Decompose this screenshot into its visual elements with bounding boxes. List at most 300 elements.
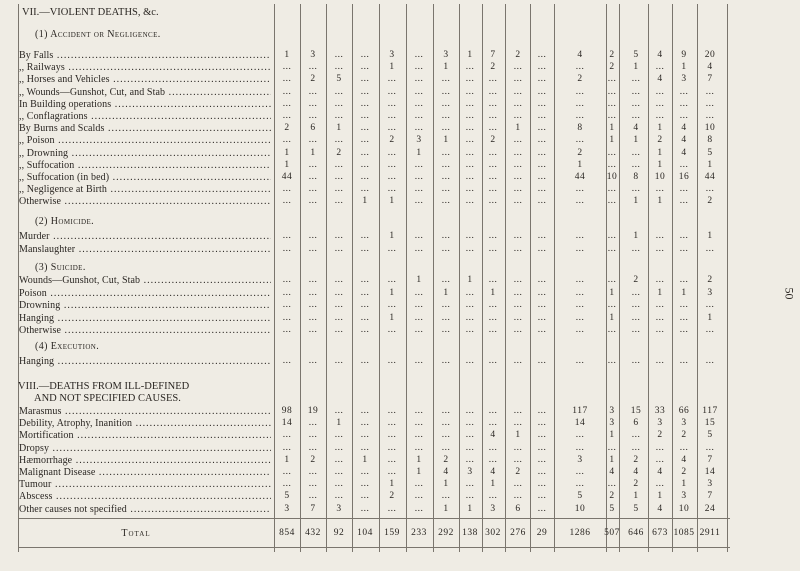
- row-cell: 1: [443, 503, 449, 514]
- row-cell: ...: [465, 418, 475, 429]
- row-cell: 1: [490, 479, 496, 490]
- ill-defined-row: [0, 430, 800, 441]
- row-label: Poison .....: [19, 288, 271, 299]
- row-cell: ...: [655, 111, 665, 121]
- row-cell: ...: [387, 147, 397, 158]
- row-cell: ...: [308, 325, 318, 336]
- row-label: ,, Conflagrations .....: [19, 111, 271, 122]
- row-cell: ...: [679, 98, 689, 109]
- row-cell: ...: [679, 312, 689, 323]
- row-cell: ...: [537, 243, 547, 254]
- row-cell: 1: [681, 62, 687, 73]
- row-cell: ...: [360, 418, 370, 429]
- row-cell: 117: [702, 406, 718, 416]
- row-cell: ...: [513, 454, 523, 465]
- row-cell: 507: [604, 528, 620, 538]
- row-label: By Burns and Scalds .....: [19, 123, 271, 134]
- row-cell: ...: [360, 123, 370, 134]
- row-cell: ...: [607, 74, 617, 85]
- row-cell: ...: [441, 74, 451, 85]
- row-cell: ...: [441, 111, 451, 121]
- row-cell: ...: [282, 300, 292, 311]
- row-cell: ...: [488, 454, 498, 465]
- row-cell: ...: [465, 111, 475, 121]
- row-cell: ...: [360, 159, 370, 170]
- row-cell: ...: [513, 300, 523, 311]
- row-cell: 1: [416, 467, 422, 477]
- row-cell: ...: [441, 98, 451, 109]
- row-cell: 2: [707, 275, 713, 285]
- row-cell: ...: [488, 442, 498, 453]
- row-cell: 2: [609, 62, 615, 73]
- row-cell: ...: [414, 50, 424, 60]
- row-label: ,, Poison .....: [19, 135, 271, 146]
- row-cell: ...: [488, 74, 498, 85]
- row-cell: 159: [384, 528, 400, 538]
- homicide-heading-text: (2) Homicide.: [35, 216, 95, 227]
- row-cell: ...: [679, 442, 689, 453]
- row-cell: ...: [513, 287, 523, 298]
- row-cell: ...: [441, 123, 451, 134]
- row-cell: ...: [414, 356, 424, 366]
- row-cell: ...: [537, 74, 547, 85]
- row-cell: ...: [282, 86, 292, 97]
- row-cell: 20: [704, 50, 716, 60]
- row-cell: ...: [575, 287, 585, 298]
- row-cell: ...: [488, 159, 498, 170]
- row-cell: ...: [308, 243, 318, 254]
- row-cell: 10: [606, 172, 618, 182]
- row-cell: ...: [282, 135, 292, 146]
- row-cell: ...: [575, 325, 585, 336]
- row-cell: ...: [441, 172, 451, 182]
- row-cell: 66: [678, 406, 690, 416]
- row-cell: ...: [513, 243, 523, 254]
- row-cell: ...: [282, 243, 292, 254]
- row-cell: 33: [654, 406, 666, 416]
- row-cell: ...: [607, 159, 617, 170]
- accident-row: [0, 99, 800, 110]
- row-cell: ...: [513, 491, 523, 502]
- row-cell: 1: [609, 135, 615, 146]
- row-cell: ...: [631, 300, 641, 311]
- row-cell: 44: [704, 172, 716, 182]
- row-cell: ...: [360, 243, 370, 254]
- row-cell: ...: [360, 231, 370, 241]
- row-cell: ...: [360, 98, 370, 109]
- row-cell: ...: [488, 184, 498, 195]
- row-cell: ...: [360, 442, 370, 453]
- row-cell: 3: [310, 50, 316, 60]
- row-cell: ...: [414, 503, 424, 514]
- row-cell: ...: [575, 300, 585, 311]
- row-cell: ...: [465, 74, 475, 85]
- row-cell: 3: [336, 503, 342, 514]
- row-cell: ...: [488, 123, 498, 134]
- row-cell: ...: [465, 442, 475, 453]
- accident-row: [0, 74, 800, 85]
- row-cell: ...: [575, 275, 585, 285]
- row-label: In Building operations .....: [19, 99, 271, 110]
- row-cell: ...: [387, 418, 397, 429]
- row-cell: ...: [414, 300, 424, 311]
- row-cell: ...: [441, 356, 451, 366]
- row-cell: ...: [631, 98, 641, 109]
- row-cell: ...: [441, 300, 451, 311]
- row-cell: ...: [387, 243, 397, 254]
- row-cell: ...: [441, 196, 451, 207]
- row-cell: 98: [281, 406, 293, 416]
- row-cell: ...: [607, 98, 617, 109]
- row-cell: 292: [438, 528, 454, 538]
- row-cell: ...: [513, 62, 523, 73]
- row-cell: ...: [465, 231, 475, 241]
- row-cell: 44: [281, 172, 293, 182]
- row-cell: 4: [657, 467, 663, 477]
- row-cell: ...: [537, 86, 547, 97]
- row-cell: ...: [513, 442, 523, 453]
- accident-row: [0, 160, 800, 171]
- row-cell: ...: [465, 287, 475, 298]
- row-cell: 3: [389, 50, 395, 60]
- execution-row: [0, 356, 800, 367]
- row-cell: ...: [360, 312, 370, 323]
- row-cell: ...: [488, 356, 498, 366]
- row-cell: 2: [707, 196, 713, 207]
- row-label: Drowning .....: [19, 300, 271, 311]
- row-cell: 2: [515, 50, 521, 60]
- row-cell: 1: [389, 62, 395, 73]
- row-cell: ...: [441, 231, 451, 241]
- row-cell: 2911: [699, 528, 721, 538]
- row-cell: 4: [681, 123, 687, 134]
- row-cell: ...: [655, 275, 665, 285]
- row-cell: ...: [441, 184, 451, 195]
- row-cell: 5: [707, 147, 713, 158]
- row-cell: ...: [414, 491, 424, 502]
- row-cell: ...: [488, 418, 498, 429]
- row-cell: ...: [360, 111, 370, 121]
- row-cell: ...: [537, 467, 547, 477]
- row-cell: 1: [416, 147, 422, 158]
- row-cell: ...: [575, 111, 585, 121]
- row-cell: 1: [609, 123, 615, 134]
- row-cell: ...: [441, 491, 451, 502]
- suicide-row: [0, 275, 800, 286]
- row-cell: 3: [467, 467, 473, 477]
- row-cell: ...: [679, 159, 689, 170]
- row-cell: ...: [414, 442, 424, 453]
- row-label: Manslaughter .....: [19, 244, 271, 255]
- row-cell: 117: [572, 406, 588, 416]
- row-cell: ...: [488, 491, 498, 502]
- row-cell: ...: [308, 86, 318, 97]
- row-cell: ...: [414, 184, 424, 195]
- row-cell: 5: [577, 491, 583, 502]
- row-cell: ...: [537, 312, 547, 323]
- row-cell: ...: [465, 243, 475, 254]
- row-cell: ...: [537, 111, 547, 121]
- row-cell: 1: [609, 454, 615, 465]
- row-cell: ...: [655, 62, 665, 73]
- row-cell: ...: [360, 356, 370, 366]
- row-cell: ...: [607, 325, 617, 336]
- row-cell: 1: [633, 231, 639, 241]
- row-cell: ...: [513, 135, 523, 146]
- accident-row: [0, 62, 800, 73]
- row-label: Mortification .....: [19, 430, 271, 441]
- row-cell: 4: [657, 74, 663, 85]
- row-cell: 3: [707, 287, 713, 298]
- row-cell: ...: [655, 356, 665, 366]
- row-cell: ...: [308, 135, 318, 146]
- row-cell: 10: [678, 503, 690, 514]
- total-row: [0, 528, 800, 539]
- row-cell: ...: [631, 86, 641, 97]
- row-cell: ...: [465, 135, 475, 146]
- row-cell: ...: [705, 442, 715, 453]
- row-cell: ...: [414, 430, 424, 441]
- row-cell: 1: [577, 159, 583, 170]
- row-cell: ...: [655, 184, 665, 195]
- row-cell: ...: [334, 325, 344, 336]
- row-cell: ...: [308, 98, 318, 109]
- row-cell: 1: [336, 123, 342, 134]
- row-cell: ...: [705, 111, 715, 121]
- row-cell: ...: [537, 147, 547, 158]
- row-cell: ...: [414, 325, 424, 336]
- row-label: Marasmus .....: [19, 406, 271, 417]
- row-cell: 646: [628, 528, 644, 538]
- row-cell: ...: [513, 312, 523, 323]
- row-cell: 10: [654, 172, 666, 182]
- row-cell: ...: [308, 430, 318, 441]
- row-cell: 14: [704, 467, 716, 477]
- row-cell: 233: [411, 528, 427, 538]
- row-cell: 2: [577, 147, 583, 158]
- row-cell: ...: [631, 74, 641, 85]
- row-cell: 5: [707, 430, 713, 441]
- row-cell: ...: [282, 430, 292, 441]
- row-cell: ...: [537, 231, 547, 241]
- row-cell: ...: [441, 442, 451, 453]
- row-cell: ...: [334, 86, 344, 97]
- row-label: Tumour .....: [19, 479, 271, 490]
- row-cell: ...: [387, 159, 397, 170]
- row-cell: ...: [513, 418, 523, 429]
- row-cell: 4: [490, 467, 496, 477]
- row-cell: 4: [681, 147, 687, 158]
- row-cell: ...: [465, 491, 475, 502]
- row-cell: ...: [282, 479, 292, 490]
- row-cell: 1: [657, 491, 663, 502]
- row-cell: ...: [607, 147, 617, 158]
- row-cell: ...: [655, 325, 665, 336]
- row-cell: ...: [537, 98, 547, 109]
- accident-heading-text: (1) Accident or Negligence.: [35, 29, 161, 40]
- row-cell: 3: [490, 503, 496, 514]
- row-cell: ...: [414, 196, 424, 207]
- row-cell: ...: [705, 243, 715, 254]
- row-cell: ...: [465, 479, 475, 490]
- row-cell: 4: [633, 467, 639, 477]
- row-cell: 1: [389, 479, 395, 490]
- row-label: ,, Suffocation (in bed) .....: [19, 172, 271, 183]
- row-cell: ...: [679, 243, 689, 254]
- row-cell: ...: [513, 74, 523, 85]
- row-cell: ...: [607, 356, 617, 366]
- row-cell: ...: [513, 159, 523, 170]
- row-cell: ...: [360, 62, 370, 73]
- row-cell: ...: [334, 312, 344, 323]
- row-cell: 1: [633, 196, 639, 207]
- row-cell: ...: [513, 172, 523, 182]
- row-cell: ...: [679, 231, 689, 241]
- row-cell: ...: [360, 503, 370, 514]
- row-cell: ...: [308, 111, 318, 121]
- row-cell: 104: [357, 528, 373, 538]
- accident-row: [0, 196, 800, 207]
- row-cell: ...: [631, 287, 641, 298]
- row-cell: ...: [537, 491, 547, 502]
- row-cell: 8: [577, 123, 583, 134]
- row-cell: ...: [387, 98, 397, 109]
- row-cell: ...: [308, 159, 318, 170]
- row-cell: 24: [704, 503, 716, 514]
- row-label: Hæmorrhage .....: [19, 455, 271, 466]
- accident-row: [0, 123, 800, 134]
- row-cell: ...: [282, 325, 292, 336]
- row-cell: 4: [490, 430, 496, 441]
- row-cell: 1: [515, 430, 521, 441]
- row-cell: ...: [513, 147, 523, 158]
- row-cell: ...: [308, 231, 318, 241]
- row-cell: ...: [308, 184, 318, 195]
- row-cell: ...: [282, 62, 292, 73]
- ill-defined-row: [0, 406, 800, 417]
- row-cell: ...: [679, 275, 689, 285]
- row-cell: ...: [441, 418, 451, 429]
- row-cell: ...: [360, 86, 370, 97]
- row-label: Malignant Disease .....: [19, 467, 271, 478]
- row-cell: ...: [488, 111, 498, 121]
- row-cell: ...: [537, 300, 547, 311]
- accident-row: [0, 87, 800, 98]
- row-cell: 6: [633, 418, 639, 429]
- row-cell: ...: [441, 243, 451, 254]
- row-cell: 2: [609, 491, 615, 502]
- row-cell: 673: [652, 528, 668, 538]
- row-cell: 1: [284, 454, 290, 465]
- row-cell: 1: [389, 287, 395, 298]
- row-cell: 1: [416, 454, 422, 465]
- row-label: ,, Drowning .....: [19, 148, 271, 159]
- row-label: Abscess .....: [19, 491, 271, 502]
- row-label: ,, Negligence at Birth .....: [19, 184, 271, 195]
- row-cell: ...: [334, 406, 344, 416]
- row-cell: ...: [334, 275, 344, 285]
- ill-defined-row: [0, 418, 800, 429]
- row-cell: ...: [465, 147, 475, 158]
- row-cell: 1: [657, 287, 663, 298]
- row-cell: ...: [387, 275, 397, 285]
- row-cell: ...: [414, 159, 424, 170]
- row-cell: 6: [310, 123, 316, 134]
- suicide-row: [0, 288, 800, 299]
- row-cell: ...: [705, 98, 715, 109]
- row-cell: 8: [707, 135, 713, 146]
- row-cell: ...: [488, 196, 498, 207]
- row-cell: ...: [575, 479, 585, 490]
- row-cell: 1: [657, 159, 663, 170]
- row-cell: ...: [488, 300, 498, 311]
- row-cell: ...: [465, 325, 475, 336]
- row-cell: ...: [537, 159, 547, 170]
- row-cell: 2: [284, 123, 290, 134]
- row-cell: ...: [334, 491, 344, 502]
- row-cell: ...: [488, 172, 498, 182]
- row-cell: 1: [657, 196, 663, 207]
- row-cell: ...: [282, 442, 292, 453]
- row-cell: ...: [441, 147, 451, 158]
- row-cell: ...: [537, 479, 547, 490]
- row-cell: ...: [334, 172, 344, 182]
- row-cell: ...: [441, 430, 451, 441]
- row-cell: ...: [575, 135, 585, 146]
- row-cell: 1: [362, 454, 368, 465]
- row-cell: ...: [537, 503, 547, 514]
- row-cell: 2: [633, 275, 639, 285]
- page-number: 50: [782, 287, 797, 300]
- row-cell: ...: [282, 356, 292, 366]
- row-cell: ...: [414, 86, 424, 97]
- row-cell: 1: [609, 312, 615, 323]
- row-cell: ...: [513, 98, 523, 109]
- row-cell: 1: [443, 135, 449, 146]
- row-cell: 4: [577, 50, 583, 60]
- row-cell: ...: [575, 243, 585, 254]
- row-cell: ...: [537, 62, 547, 73]
- row-label: ,, Wounds—Gunshot, Cut, and Stab .....: [19, 87, 271, 98]
- row-cell: ...: [387, 467, 397, 477]
- row-cell: 5: [336, 74, 342, 85]
- row-cell: ...: [360, 406, 370, 416]
- row-cell: 1: [310, 147, 316, 158]
- row-cell: 15: [630, 406, 642, 416]
- row-cell: ...: [414, 98, 424, 109]
- row-cell: ...: [308, 287, 318, 298]
- row-cell: 3: [609, 406, 615, 416]
- row-cell: ...: [705, 356, 715, 366]
- row-cell: ...: [488, 325, 498, 336]
- row-cell: 2: [657, 430, 663, 441]
- row-cell: ...: [679, 196, 689, 207]
- suicide-heading-text: (3) Suicide.: [35, 262, 86, 273]
- accident-row: [0, 184, 800, 195]
- row-cell: ...: [414, 418, 424, 429]
- row-label: Murder .....: [19, 231, 271, 242]
- row-cell: ...: [414, 172, 424, 182]
- row-cell: ...: [465, 172, 475, 182]
- suicide-row: [0, 325, 800, 336]
- row-cell: ...: [537, 275, 547, 285]
- row-cell: ...: [537, 356, 547, 366]
- row-cell: 7: [310, 503, 316, 514]
- row-cell: ...: [387, 86, 397, 97]
- row-cell: ...: [334, 479, 344, 490]
- row-cell: ...: [334, 62, 344, 73]
- row-cell: ...: [537, 406, 547, 416]
